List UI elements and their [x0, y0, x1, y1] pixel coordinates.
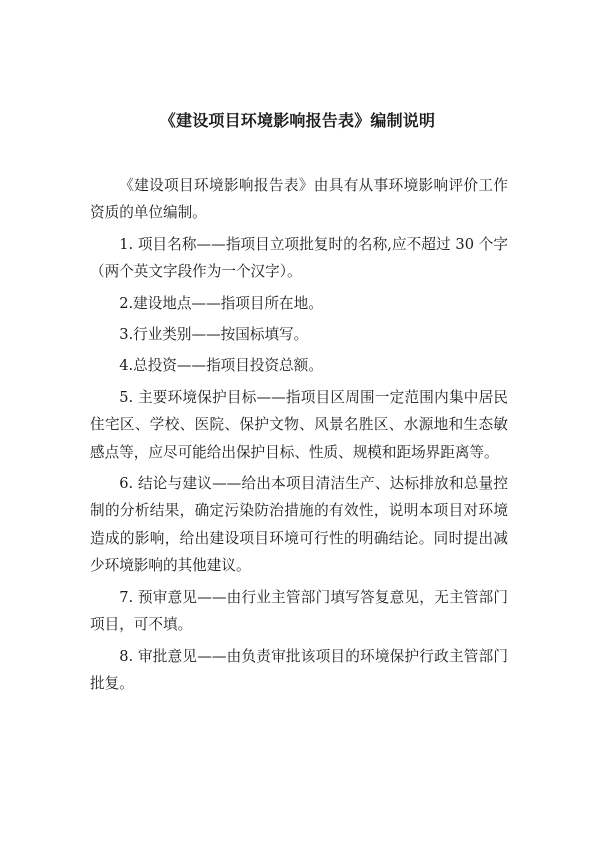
item-total-investment: 4.总投资——指项目投资总额。: [119, 357, 323, 375]
item-approval-opinion: 8. 审批意见——由负责审批该项目的环境保护行政主管部门批复。: [90, 647, 508, 692]
intro-paragraph: 《建设项目环境影响报告表》由具有从事环境影响评价工作资质的单位编制。: [90, 177, 508, 222]
item-project-name: 1. 项目名称——指项目立项批复时的名称,应不超过 30 个字（两个英文字段作为一个汉字）。: [90, 235, 508, 281]
document-title: 《建设项目环境影响报告表》编制说明: [159, 111, 436, 130]
item-construction-location: 2.建设地点——指项目所在地。: [119, 294, 323, 312]
document-body: [90, 172, 508, 697]
item-industry-category: 3.行业类别——按国标填写。: [119, 326, 309, 344]
item-protection-targets: 5. 主要环境保护目标——指项目区周围一定范围内集中居民住宅区、学校、医院、保护文物、风景名胜区、水源地和生态敏感点等，应尽可能给出保护目标、性质、规模和距场界距离等。: [90, 388, 508, 461]
item-preliminary-review: 7. 预审意见——由行业主管部门填写答复意见，无主管部门项目，可不填。: [90, 588, 508, 634]
item-conclusion: 6. 结论与建议——给出本项目清洁生产、达标排放和总量控制的分析结果，确定污染防治措施的有效性，说明本项目对环境造成的影响，给出建设项目环境可行性的明确结论。同时提出减少环境影响的其他建议。: [90, 475, 508, 575]
